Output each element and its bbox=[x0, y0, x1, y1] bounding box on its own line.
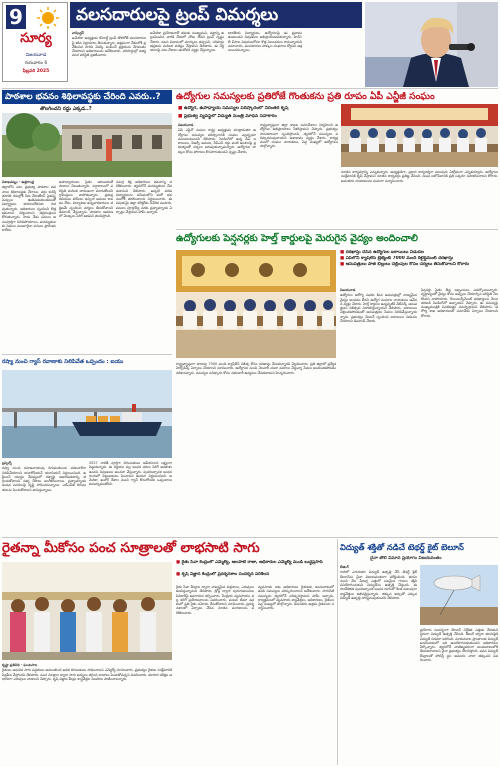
newspaper-logo: సూర్య bbox=[20, 31, 52, 46]
health-dateline: విజయవాడ bbox=[340, 288, 356, 292]
port-column-2 bbox=[89, 461, 172, 535]
farmers-headline bbox=[2, 539, 334, 559]
school-subhead: తొలగించని రద్దు ఎక్కడ..? bbox=[40, 106, 92, 112]
health-body-1: ఉద్యోగుల ఆరోగ్య పథకం కింద ఆసుపత్రుల్లో నాణ్యమైన వైద్యం అందడం లేదని ఉద్యోగ సంఘాల నాయకులు ఆవేదన వ్యక్తం చేశారు. హెల్త్ కార్డులు ఉన్నప్పటికీ నెట్‌వర్క్ ఆసుపత్రులు చికిత్సకు నిరాకరిస్తున్నాయని తెలిపారు. బకాయిలు చెల్లించకపోవడంతో ఆసుపత్రులు సేవలు నిలిపివేస్తున్నాయన్నారు. ప్రభుత్వం వెంటనే స్పందించి బకాయిలు విడుదల చేయాలని డిమాండ్ చేశారు. bbox=[340, 293, 417, 324]
employees-bullet-2-text: ప్రభుత్వ వ్యవస్థలో విద్యుత్ మంత్రి మాధవ్‌ సహకారం bbox=[183, 114, 277, 119]
farmers-bullet-2-text: కృషి విజ్ఞాన కేంద్రంలో ప్రదర్శనశాల సందర్శన పరిశీలన bbox=[181, 572, 270, 577]
trump-dateline: వాషింగ్టన్ bbox=[72, 31, 84, 35]
health-column-2 bbox=[421, 288, 498, 460]
balloon-column-1 bbox=[340, 565, 417, 765]
health-body-2: పెన్షనర్లు సైతం తీవ్ర ఇబ్బందులు ఎదుర్కొంటున్నారు. వృద్ధాప్యంలో వైద్యం కోసం అప్పులు చేయాల్సిన పరిస్థితి నెలకొందని వాపోయారు. రీయింబర్స్‌మెంట్ దరఖాస్తులు నెలల తరబడి పెండింగ్‌లో ఉన్నాయని చెప్పారు. ఈ సమస్యపై ముఖ్యమంత్రికి వినతిపత్రం సమర్పిస్తామని తెలిపారు. ఆరోగ్య శాఖ అధికారులతో సమావేశం ఏర్పాటు చేయాలని కోరారు. bbox=[421, 288, 498, 318]
balloon-dateline: బీజింగ్ bbox=[340, 565, 349, 569]
employees-bullet-2 bbox=[178, 114, 358, 120]
port-headline-text: రష్యా నుంచి గ్యాస్ రవాణాకు నిలిపివేత ఒప్పందం : ఐయు bbox=[2, 359, 124, 365]
farmers-bullet-1 bbox=[176, 560, 334, 571]
sun-logo-icon bbox=[33, 7, 63, 29]
farmers-column-2 bbox=[176, 585, 254, 765]
school-dateline: విశాఖపట్నం - ఉత్తరాంధ్ర bbox=[2, 180, 35, 184]
trump-photo bbox=[365, 2, 498, 87]
balloon-subhead: చైనా తొలి విమాన ప్రయోగం విజయవంతం bbox=[370, 556, 442, 561]
health-headline bbox=[176, 231, 498, 246]
employees-body-2: రాష్ట్రవ్యాప్తంగా జిల్లా శాఖల సమావేశాలు నిర్వహించి ఉద్యోగుల అభిప్రాయాలు సేకరిస్తామని చెప్పారు. ప్రభుత్వం సానుకూలంగా స్పందిస్తోందని, త్వరలోనే సమస్యలు పరిష్కారమవుతాయని ఆశాభావం వ్యక్తం చేశారు. కార్యక్రమంలో సంఘం నాయకులు, పెద్ద సంఖ్యలో ఉద్యోగులు పాల్గొన్నారు. bbox=[260, 123, 338, 149]
farmers-body-1: రైతులు ఆధునిక సాగు పద్ధతులు అవలంబించి అధిక దిగుబడులు సాధించాలని ఎమ్మెల్యే సూచించారు. ప్రభుత్వం రైతుల సంక్షేమానికి పెద్దపీట వేస్తోందని తెలిపారు. పంచ సూత్రాల ద్వారా సాగు ఖర్చులు తగ్గించి లాభాలు పెంచుకోవచ్చని వివరించారు. భూసార పరీక్షల ఆధారంగా ఎరువులు వాడాలని చెప్పారు. కృషి విజ్ఞాన కేంద్రం శాస్త్రవేత్తల సలహాలు పాటించాలన్నారు. bbox=[2, 668, 172, 681]
employees-body-1: ఏపీ ఎన్జీవో సంఘం రాష్ట్ర అధ్యక్షుడు మాట్లాడుతూ ఉద్యోగుల సమస్యల పరిష్కారానికి సంఘం ఎల్లప్పుడూ ముందుంటుందని తెలిపారు. పెండింగ్‌లో ఉన్న డీఏ బకాయిలు, పీఆర్సీ అమలు, సీపీఎస్ రద్దు వంటి అంశాలపై ప్రభుత్వంతో చర్చలు జరుపుతున్నామన్నారు. ఉద్యోగుల హక్కుల కోసం పోరాటం కొనసాగుతుందని స్పష్టం చేశారు. bbox=[178, 128, 256, 154]
edition-day: గురువారం 6 bbox=[24, 61, 48, 66]
balloon-photo bbox=[420, 565, 498, 625]
port-body-2: 2027 నాటికి పూర్తిగా దిగుమతులు ఆపేయాలని లక్ష్యంగా పెట్టుకున్నారు. ఈ నిర్ణయం వల్ల ఇంధన ధరలు పెరిగే అవకాశం ఉందని నిపుణులు అంచనా వేస్తున్నారు. పునరుత్పాదక ఇంధన రంగంలో పెట్టుబడులు పెంచాలని ఈయూ నిర్ణయించింది. అమెరికా, ఖతార్ దేశాల నుంచి గ్యాస్ కొనుగోలుకు ఒప్పందాలు కుదుర్చుకుంటోంది. bbox=[89, 461, 172, 487]
health-headline-text: ఉద్యోగులకు పెన్షనర్లకు హెల్త్ కార్డులపై మెరుగైన వైద్యం అందించాలి bbox=[176, 233, 418, 244]
balloon-body-2: ప్రయోగం సందర్భంగా బెలూన్ నిర్దేశిత ఎత్తుకు చేరుకుని స్థిరంగా విద్యుత్ ఉత్పత్తి చేసింది. కేబుల్ ద్వారా భూమిపైకి విద్యుత్ సరఫరా జరిగింది. మారుమూల ప్రాంతాలకు విద్యుత్ అందించడంలో ఇది ఉపయోగపడుతుందని అధికారులు పేర్కొన్నారు. త్వరలోనే వాణిజ్యపరంగా అందుబాటులోకి తీసుకురావాలని చైనా ప్రభుత్వం యోచిస్తోంది. పవన విద్యుత్ కేంద్రాలతో పోలిస్తే స్థల అవసరం చాలా తక్కువని వివరించారు. bbox=[420, 628, 498, 663]
balloon-headline bbox=[340, 539, 498, 555]
employees-body-3: నూతన కార్యవర్గాన్ని ఎన్నుకున్నారు. అధ్యక్షుడిగా, ప్రధాన కార్యదర్శిగా పలువురు ఏకగ్రీవంగా ఎన్నికయ్యారు. ఉద్యోగుల సంక్షేమానికి కృషి చేస్తామని నూతన కార్యవర్గం ప్రతిజ్ఞ చేసింది. సంఘ బలోపేతానికి ప్రతి ఒక్కరూ సహకరించాలని కోరారు. అనంతరం నాయకులను ఘనంగా సన్మానించారు. bbox=[341, 170, 498, 183]
farmers-bullet-1-text: రైతు సేవా కేంద్రంలో ఎమ్మెల్యే, ఆలపాటి రాజా, అధికారుల ఎమ్మెల్యే మండి బుద్ధప్రసాద్ bbox=[181, 560, 323, 565]
health-bullet-2-text: ఏపీలోని క్యాష్‌లెస్ ట్రీట్మెంట్ 7000 మంది రిటైర్డ్‌మెంట్ దరఖాస్తు bbox=[345, 256, 454, 261]
farmers-column-1 bbox=[2, 663, 172, 765]
port-dateline: బ్రస్సెల్స్ bbox=[2, 461, 12, 465]
health-body-3: రాష్ట్రవ్యాప్తంగా దాదాపు 7000 మంది క్యాష్‌లెస్ చికిత్స కోసం దరఖాస్తు చేసుకున్నారని వెల్లడించారు. ప్రతి జిల్లాలో ప్రత్యేక హెల్ప్‌డెస్క్ ఏర్పాటు చేయాలని సూచించారు. ఉద్యోగుల నుంచి నెలవారీ చందా వసూలు చేస్తున్నా సేవలు అందించకపోవడం సరికాదన్నారు. సమస్యల పరిష్కారం కోసం దశలవారీ ఉద్యమం చేపడతామని హెచ్చరించారు. bbox=[176, 362, 336, 375]
health-bullets bbox=[340, 250, 498, 286]
farmers-body-3: వ్యవసాయ శాఖ అధికారులు రైతులకు అందుబాటులో ఉండి సమస్యలు పరిష్కరించాలని ఆదేశించారు. సాగునీటి సమస్యను త్వరలోనే పరిష్కరిస్తామని హామీ ఇచ్చారు. కార్యక్రమంలో వ్యవసాయ శాస్త్రవేత్తలు, అధికారులు, రైతులు పెద్ద సంఖ్యలో పాల్గొన్నారు. అనంతరం ఉత్తమ రైతులను సన్మానించారు. bbox=[258, 585, 334, 611]
edition-city: విజయవాడ bbox=[25, 53, 47, 58]
farmers-body-2: రైతు సేవా కేంద్రాల ద్వారా నాణ్యమైన విత్తనాలు, ఎరువులు అందిస్తున్నామని తెలిపారు. డ్రోన్ల ద్వారా పురుగుమందుల పిచికారీపై అవగాహన కల్పించారు. సేంద్రియ వ్యవసాయం వల్ల కలిగే ప్రయోజనాలను వివరించారు. పంటల బీమా పథకంలో ప్రతి రైతు నమోదు చేసుకోవాలని సూచించారు. ప్రదర్శనశాలలో ఏర్పాటు చేసిన నూతన వంగడాలను పరిశీలించారు. bbox=[176, 585, 254, 615]
employees-column-2 bbox=[260, 123, 338, 227]
school-photo bbox=[2, 113, 172, 177]
bullet-icon: ■ bbox=[176, 560, 182, 565]
trump-column-1 bbox=[72, 31, 146, 85]
employees-bullet-1 bbox=[178, 106, 358, 112]
school-body-1: జిల్లాలోని పలు ప్రభుత్వ పాఠశాల భవనాలు శిథిలావస్థకు చేరాయి. వర్షం కురిస్తే తరగతి గదుల్లోకి నీరు చేరుతోంది. పైకప్పు పెచ్చులు ఊడిపడుతుండటంతో విద్యార్థులు భయాందోళనకు గురవుతున్నారు. అధికారులు స్పందించి కొత్త భవనాలు నిర్మించాలని తల్లిదండ్రులు కోరుతున్నారు. నాడు నేడు పనులు అసంపూర్తిగా నిలిచిపోయాయి. మరమ్మతులకు నిధులు మంజూరైనా పనులు ప్రారంభం కాలేదు. bbox=[2, 185, 56, 233]
bullet-icon: ■ bbox=[178, 106, 184, 111]
health-column-1 bbox=[340, 288, 417, 460]
trump-column-3 bbox=[228, 31, 302, 85]
school-column-3 bbox=[116, 180, 172, 352]
school-headline bbox=[2, 90, 172, 104]
school-column-1 bbox=[2, 180, 56, 352]
farmers-bullet-2 bbox=[176, 572, 334, 577]
health-column-3 bbox=[176, 362, 336, 460]
edition-date: ఫిబ్రవరి 2025 bbox=[22, 69, 50, 74]
health-bullet-1-text: దరఖాస్తు చేసిన ఉద్యోగుల బకాయిలు విడుదల bbox=[345, 250, 425, 255]
port-headline bbox=[2, 356, 172, 368]
health-bullet-3 bbox=[340, 262, 498, 268]
health-bullet-3-text: ఆసుపత్రులు పాత బిల్లులు చెల్లింపుల కోసం చర్యలు తీసుకోవాలని కోరారు bbox=[345, 262, 469, 267]
employees-bullet-1-text: ఉద్యోగ, ఉపాధ్యాయ సమస్యల పరిష్కారంలో నిరంతర కృషి bbox=[183, 106, 289, 111]
bullet-icon: ■ bbox=[340, 256, 346, 261]
bullet-icon: ■ bbox=[178, 114, 184, 119]
farmers-photo bbox=[2, 562, 172, 660]
port-photo bbox=[2, 370, 172, 458]
port-column-1 bbox=[2, 461, 86, 535]
farmers-dateline: కృష్ణా ప్రతినిధి - ఘంటసాల bbox=[2, 663, 38, 667]
trump-headline bbox=[70, 2, 362, 28]
trump-body-1: అమెరికా అధ్యక్షుడు డొనాల్డ్ ట్రంప్ తొలిరోజే వలసదారులపై కఠిన నిర్ణయాలు తీసుకున్నారు. అక్రమంగా దేశంలోకి ప్రవేశించిన వారిని వెనక్కి పంపించే ప్రక్రియను వేగవంతం చేయాలని అధికారులను ఆదేశించారు. సరిహద్దుల్లో అత్యవసర పరిస్థితి ప్రకటించారు. bbox=[72, 36, 146, 58]
employees-headline bbox=[176, 90, 498, 104]
trump-headline-text: వలసదారులపై ట్రంప్ విమర్శలు bbox=[76, 5, 279, 25]
port-body-1: రష్యా నుంచి సహజవాయువు దిగుమతులను దశలవారీగా నిలిపివేయాలని యూరోపియన్ యూనియన్ నిర్ణయించింది. ఉక్రెయిన్ యుద్ధం నేపథ్యంలో రష్యాపై ఆధారపడటాన్ని తగ్గించుకోవాలని సభ్య దేశాలు అంగీకరించాయి. ప్రత్యామ్నాయ ఇంధన వనరులపై దృష్టి సారించనున్నాయి. ఎల్‌ఎన్‌జీ దిగుమతులను పెంచుకోవాలని భావిస్తున్నాయి. bbox=[2, 466, 86, 492]
health-photo bbox=[176, 250, 336, 358]
school-body-2: ఉపాధ్యాయులు సైతం ఆరుబయటే పాఠాలు చెబుతున్నారు. వర్షాకాలంలో పరిస్థితి మరింత దారుణంగా మారుతోందని గ్రామస్తులు వాపోతున్నారు. ప్రజాప్రతినిధులు హామీలు ఇచ్చినా అమలు కావడం లేదు. విద్యాశాఖ ఉన్నతాధికారులు తక్షణమే స్పందించి చర్యలు తీసుకోవాలని డిమాండ్ చేస్తున్నారు. పాఠశాల ఆవరణలో మొక్కలు పెరిగి అడవిని తలపిస్తోంది. bbox=[59, 180, 113, 219]
masthead bbox=[2, 2, 68, 82]
school-column-2 bbox=[59, 180, 113, 352]
farmers-column-3 bbox=[258, 585, 334, 765]
trump-body-2: అమెరికా ప్రయోజనాలే తమకు ముఖ్యమని, చట్టాన్ని ఉల్లంఘించిన వారికి దేశంలో చోటు లేదని ట్రంప్ స్పష్టం చేశారు. వలస విధానంలో మార్పులు తప్పవని, సరిహద్దు భద్రతను మరింత పటిష్ఠం చేస్తామని తెలిపారు. ఈ నిర్ణయాలపై పలు దేశాలు ఆందోళన వ్యక్తం చేస్తున్నాయి. bbox=[150, 31, 224, 53]
bullet-icon: ■ bbox=[176, 572, 182, 577]
trump-column-2 bbox=[150, 31, 224, 85]
balloon-column-2 bbox=[420, 628, 498, 765]
farmers-headline-text: రైతన్నా మీకోసం పంచ సూత్రాలతో లాభసాటి సాగు bbox=[2, 541, 260, 556]
balloon-body-1: గాలిలో ఎగురుతూ విద్యుత్ ఉత్పత్తి చేసే టెథర్డ్ కైట్ బెలూన్‌ను చైనా విజయవంతంగా పరీక్షించింది. భూమి నుంచి వేల మీటర్ల ఎత్తులో బలమైన గాలుల శక్తిని వినియోగించుకుని విద్యుత్‌ను ఉత్పత్తి చేస్తుంది. ఈ సాంకేతికత పునరుత్పాదక ఇంధన రంగంలో కీలక మలుపుగా శాస్త్రవేత్తలు అభివర్ణిస్తున్నారు. తక్కువ ఖర్చుతో ఎక్కువ విద్యుత్ ఉత్పత్తి సాధ్యమవుతుందని తెలిపారు. bbox=[340, 570, 417, 601]
employees-photo bbox=[341, 104, 498, 167]
employees-column-1 bbox=[178, 123, 256, 227]
bullet-icon: ■ bbox=[340, 250, 346, 255]
school-body-3: సమగ్ర శిక్ష అధికారులు భవనాన్ని పరిశీలించారు. త్వరలోనే మరమ్మతులు చేపడతామని తెలిపారు. అప్పటి వరకు విద్యార్థులను సమీపంలోని మరో భవనంలోకి తరలించాలని నిర్ణయించారు. ఈ విషయమై జిల్లా కలెక్టర్‌కు నివేదిక పంపారు. పనులు పూర్తయ్యే వరకు ప్రత్యామ్నాయ ఏర్పాట్లు చేస్తామని హామీ ఇచ్చారు. bbox=[116, 180, 172, 215]
page-number: 9 bbox=[6, 5, 26, 29]
employees-column-3 bbox=[341, 170, 498, 227]
school-headline-text: పాఠశాల భవనం శిథిలావస్థకు చేరింది ఎవరు..? bbox=[5, 92, 161, 102]
balloon-headline-text: విద్యుత్ శక్తితో నడిచే టెథర్డ్ కైట్ బెలూన్ bbox=[340, 542, 464, 552]
bullet-icon: ■ bbox=[340, 262, 346, 267]
employees-headline-text: ఉద్యోగుల సమస్యలకు ప్రతిరోజే గొంతుకను ప్రతి రూపం ఏపీ ఎన్జీజీ సంఘం bbox=[176, 91, 435, 102]
trump-body-3: భారతీయ విద్యార్థులు, ఉద్యోగులపై ఈ ప్రభావం ఉంటుందని నిపుణులు అభిప్రాయపడుతున్నారు. హెచ్‌1బీ వీసాల విషయంలోనూ కొత్త నిబంధనలు రానున్నాయని సమాచారం. వలసదారుల హక్కుల సంఘాలు కోర్టును ఆశ్రయించనున్నాయి. bbox=[228, 31, 302, 53]
employees-dateline: విజయవాడ bbox=[178, 123, 194, 127]
